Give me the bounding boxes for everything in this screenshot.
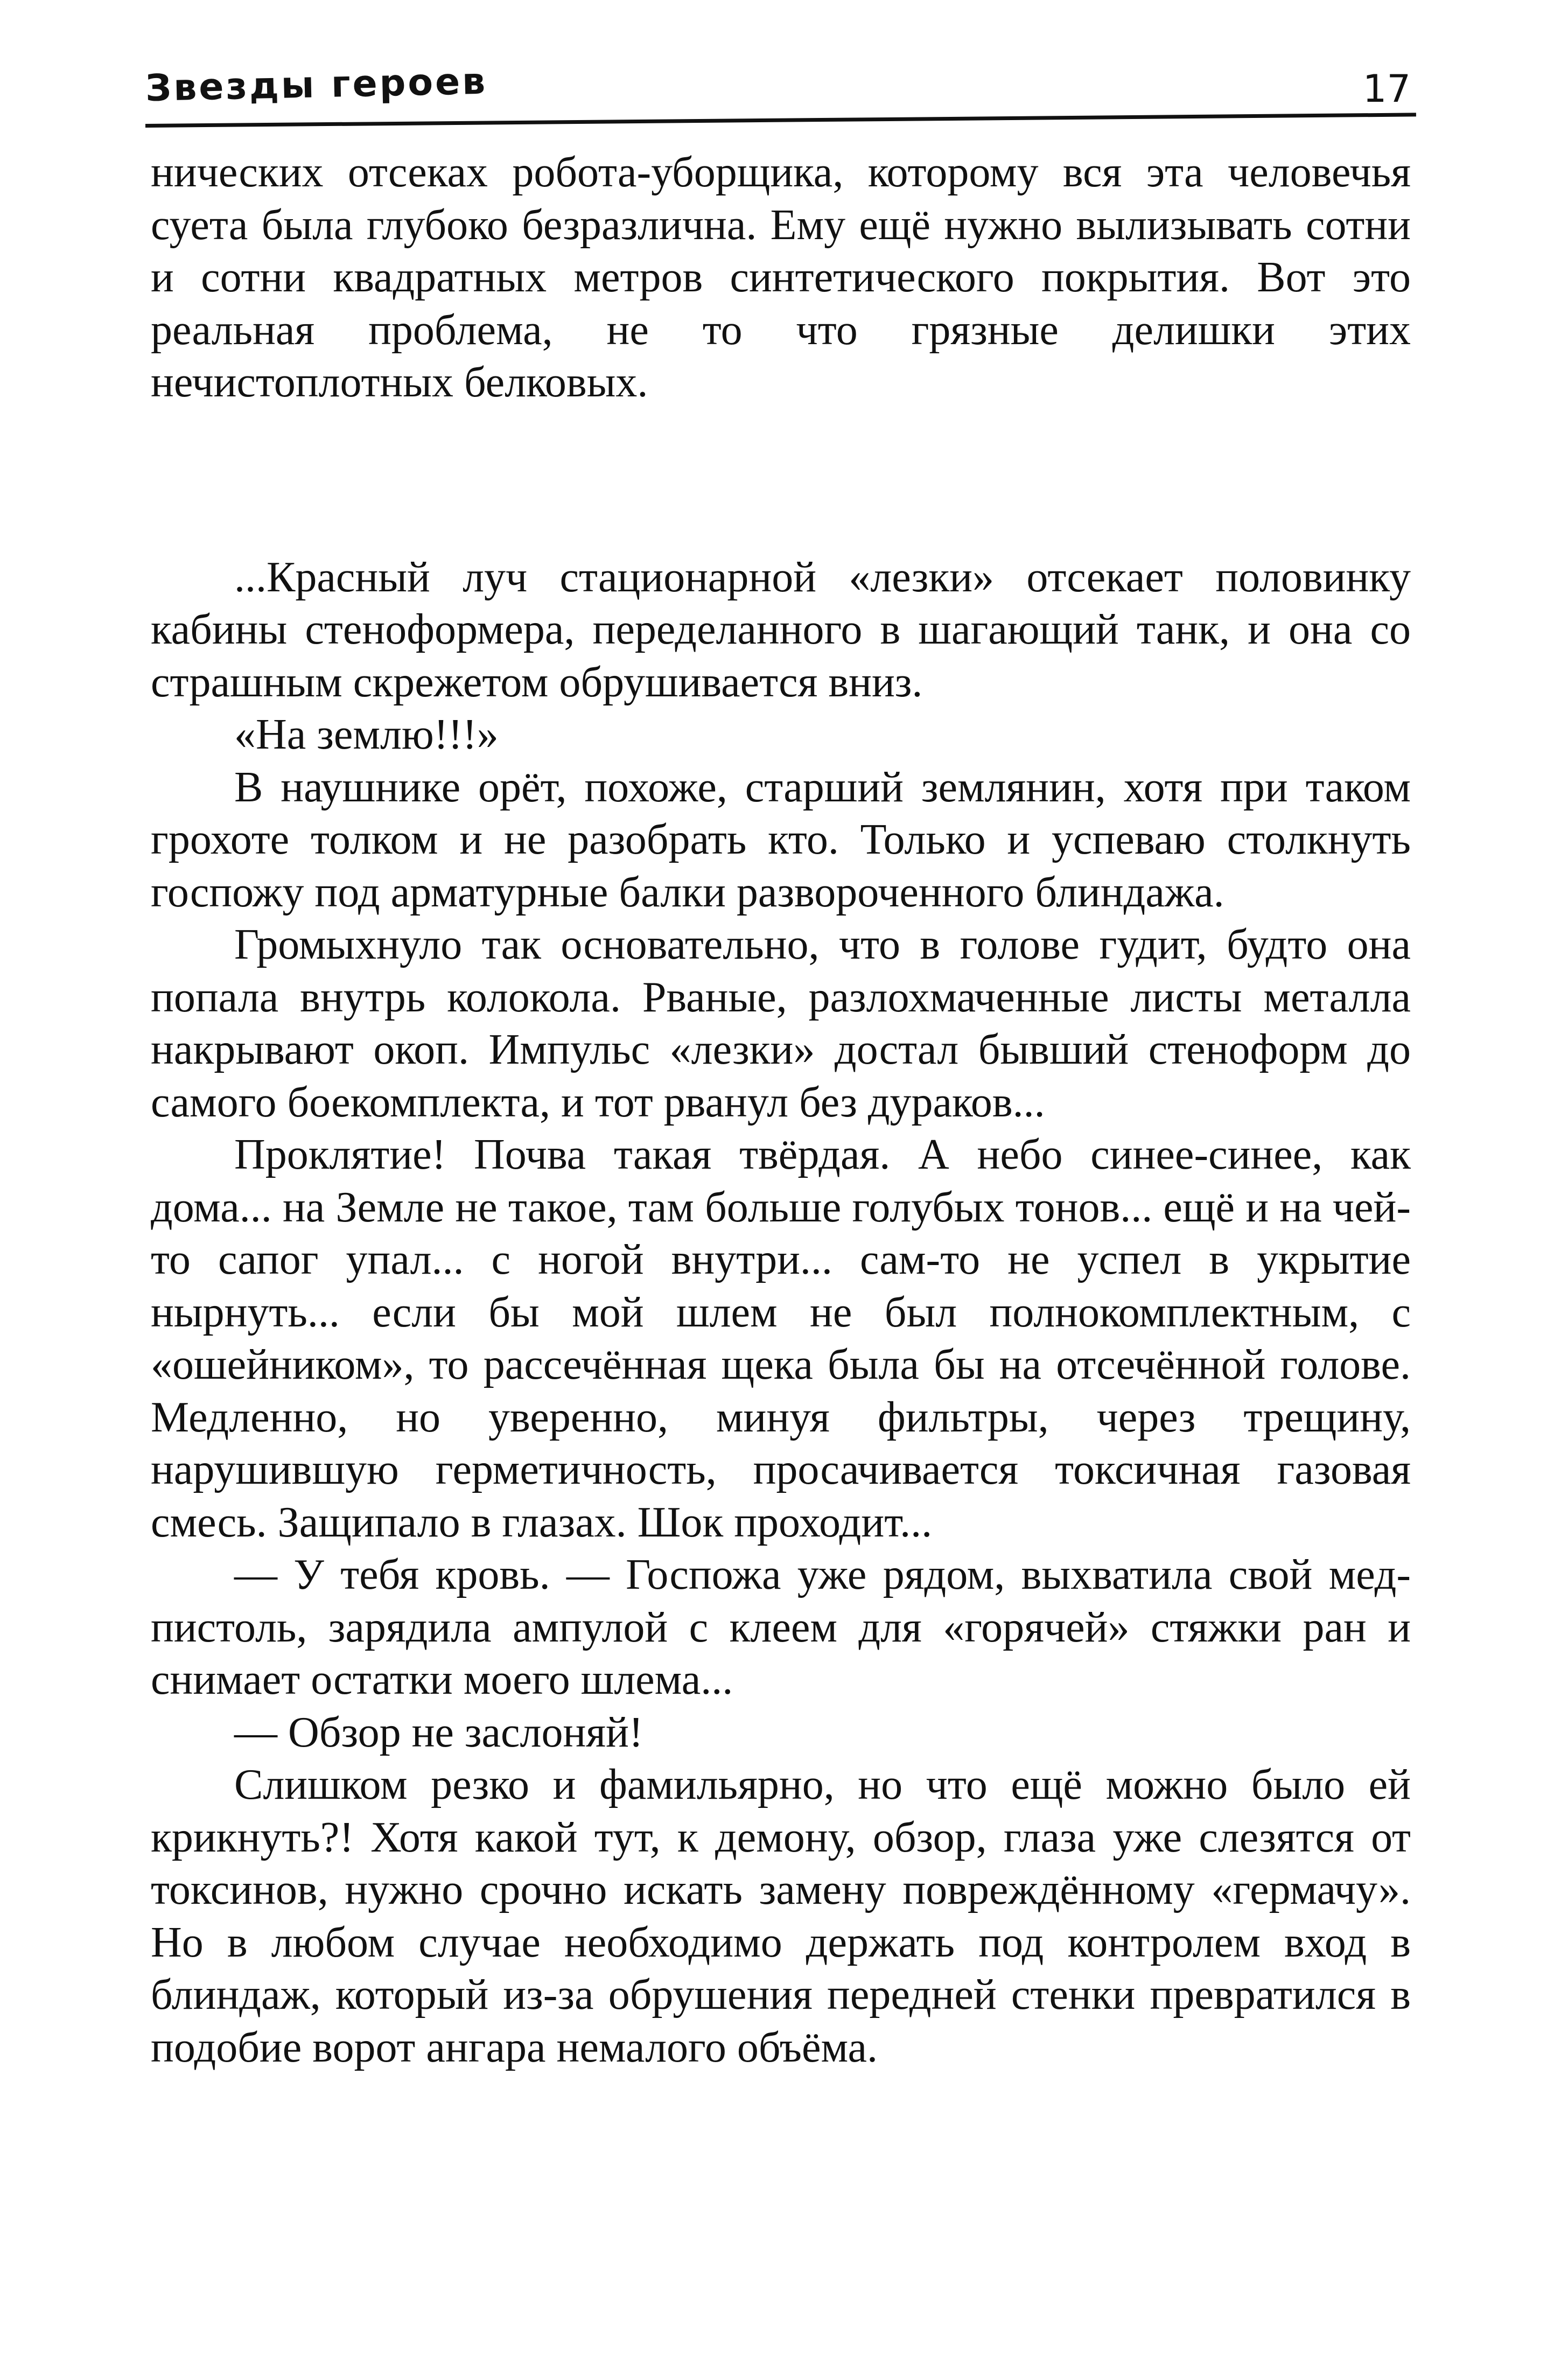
paragraph: «На землю!!!» (234, 711, 499, 758)
paragraph: В наушнике орёт, похоже, старший землянин, хотя при таком грохоте толком и не разобрать кто. Только и успеваю столкнуть госпожу под арматурные балки развороченного блиндажа. (151, 763, 1411, 916)
paragraph-continued: нических отсеках робота-уборщика, которому вся эта человечья суета была глубоко безразлична. Ему ещё нужно вылизывать сотни и сотни квадратных метров синтетического покрытия. Вот это реальная проблема, не то что грязные делишки этих нечистоплотных белковых. (151, 149, 1411, 406)
section-break (151, 409, 1411, 551)
running-header-title: Звезды героев (145, 60, 488, 110)
body-text (151, 146, 1411, 2074)
paragraph: — У тебя кровь. — Госпожа уже рядом, выхватила свой мед-пистоль, зарядила ампулой с клеем для «горячей» стяжки ран и снимает остатки моего шлема... (151, 1551, 1411, 1703)
paragraph: Слишком резко и фамильярно, но что ещё можно было ей крикнуть?! Хотя какой тут, к демону, обзор, глаза уже слезятся от токсинов, нужно срочно искать замену повреждённому «гермачу». Но в любом случае необходимо держать под контролем вход в блиндаж, который из-за обрушения передней стенки превратился в подобие ворот ангара немалого объёма. (151, 1761, 1411, 2071)
running-header (145, 59, 1416, 118)
paragraph: ...Красный луч стационарной «лезки» отсекает половинку кабины стеноформера, переделанного в шагающий танк, и она со страшным скрежетом обрушивается вниз. (151, 553, 1411, 706)
paragraph: Проклятие! Почва такая твёрдая. А небо синее-синее, как дома... на Земле не такое, там больше голубых тонов... ещё и на чей-то сапог упал... с ногой внутри... сам-то не успел в укрытие нырнуть... если бы мой шлем не был полнокомплектным, с «ошейником», то рассечённая щека была бы на отсечённой голове. Медленно, но уверенно, минуя фильтры, через трещину, нарушившую герметичность, просачивается токсичная газовая смесь. Защипало в глазах. Шок проходит... (151, 1131, 1411, 1546)
page-number: 17 (1362, 67, 1411, 111)
paragraph: Громыхнуло так основательно, что в голове гудит, будто она попала внутрь колокола. Рваные, разлохмаченные листы металла накрывают окоп. Импульс «лезки» достал бывший стеноформ до самого боекомплекта, и тот рванул без дураков... (151, 921, 1411, 1126)
paragraph: — Обзор не заслоняй! (234, 1708, 643, 1756)
